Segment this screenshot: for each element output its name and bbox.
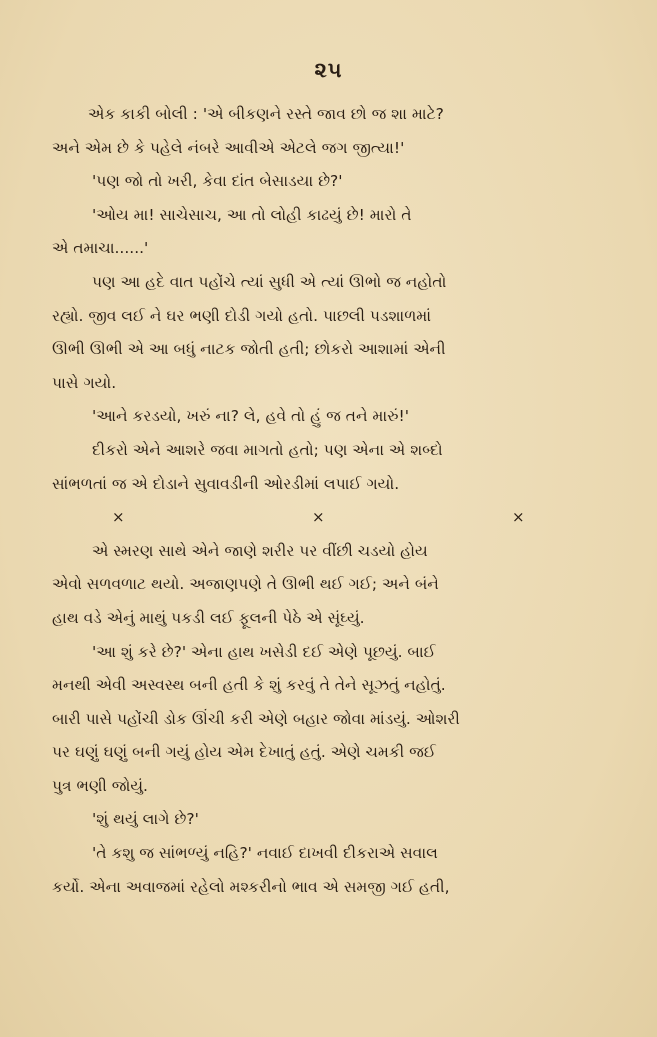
separator-mark: × xyxy=(512,508,525,527)
page-number: ૨૫ xyxy=(314,58,343,82)
text-line: 'આ શું કરે છે?' એના હાથ ખસેડી દઈ એણે પૂછયું. બાઈ xyxy=(92,642,436,661)
text-line: પાસે ગયો. xyxy=(52,373,117,392)
text-line: એ સ્મરણ સાથે એને જાણે શરીર પર વીંછી ચડયો હોય xyxy=(92,541,428,560)
text-line: એક કાકી બોલી : 'એ બીકણને રસ્તે જાવ છો જ શા માટે? xyxy=(88,105,444,123)
separator-mark: × xyxy=(112,508,125,527)
text-line: રહ્યો. જીવ લઈ ને ઘર ભણી દોડી ગયો હતો. પાછલી પડશાળમાં xyxy=(52,306,432,325)
text-line: પર ઘણું ઘણું બની ગયું હોય એમ દેખાતું હતું. એણે ચમકી જઈ xyxy=(52,743,436,762)
section-separator xyxy=(52,501,622,535)
text-line: પુત્ર ભણી જોયું. xyxy=(52,776,148,795)
text-line: સાંભળતાં જ એ દોડાને સુવાવડીની ઓરડીમાં લપાઈ ગયો. xyxy=(52,474,400,493)
text-line: કર્યો. એના અવાજમાં રહેલો મશ્કરીનો ભાવ એ સમજી ગઈ હતી, xyxy=(52,877,450,896)
text-line: અને એમ છે કે પહેલે નંબરે આવીએ એટલે જગ જીત્યા!' xyxy=(52,138,405,157)
text-line: એવો સળવળાટ થયો. અજાણપણે તે ઊભી થઈ ગઈ; અને બંને xyxy=(52,575,439,594)
text-line: એ તમાચા......' xyxy=(52,239,149,258)
separator-mark: × xyxy=(312,508,325,527)
text-line: બારી પાસે પહોંચી ડોક ઊંચી કરી એણે બહાર જોવા માંડયું. ઓશરી xyxy=(52,709,460,728)
text-line: 'પણ જો તો ખરી, કેવા દાંત બેસાડયા છે?' xyxy=(92,172,343,191)
text-line: 'તે કશુ જ સાંભળ્યું નહિ?' નવાઈ દાખવી દીકરાએ સવાલ xyxy=(92,844,438,863)
text-line: ઊભી ઊભી એ આ બધું નાટક જોતી હતી; છોકરો આશામાં એની xyxy=(52,340,446,359)
text-block xyxy=(52,98,622,904)
text-line: દીકરો એને આશરે જવા માગતો હતો; પણ એના એ શબ્દો xyxy=(92,440,443,459)
text-line: મનથી એવી અસ્વસ્થ બની હતી કે શું કરવું તે તેને સૂઝતું નહોતું. xyxy=(52,676,446,695)
text-line: પણ આ હદે વાત પહોંચે ત્યાં સુધી એ ત્યાં ઊભો જ નહોતો xyxy=(92,272,447,291)
text-line: 'આને કરડયો, ખરું ના? લે, હવે તો હું જ તને મારું!' xyxy=(92,407,409,426)
text-line: 'ઓય મા! સાચેસાચ, આ તો લોહી કાઢયું છે! મારો તે xyxy=(92,205,412,224)
text-line: હાથ વડે એનું માથું પકડી લઈ ફૂલની પેઠે એ સૂંઘ્યું. xyxy=(52,608,365,627)
text-line: 'શું થયું લાગે છે?' xyxy=(92,810,199,829)
